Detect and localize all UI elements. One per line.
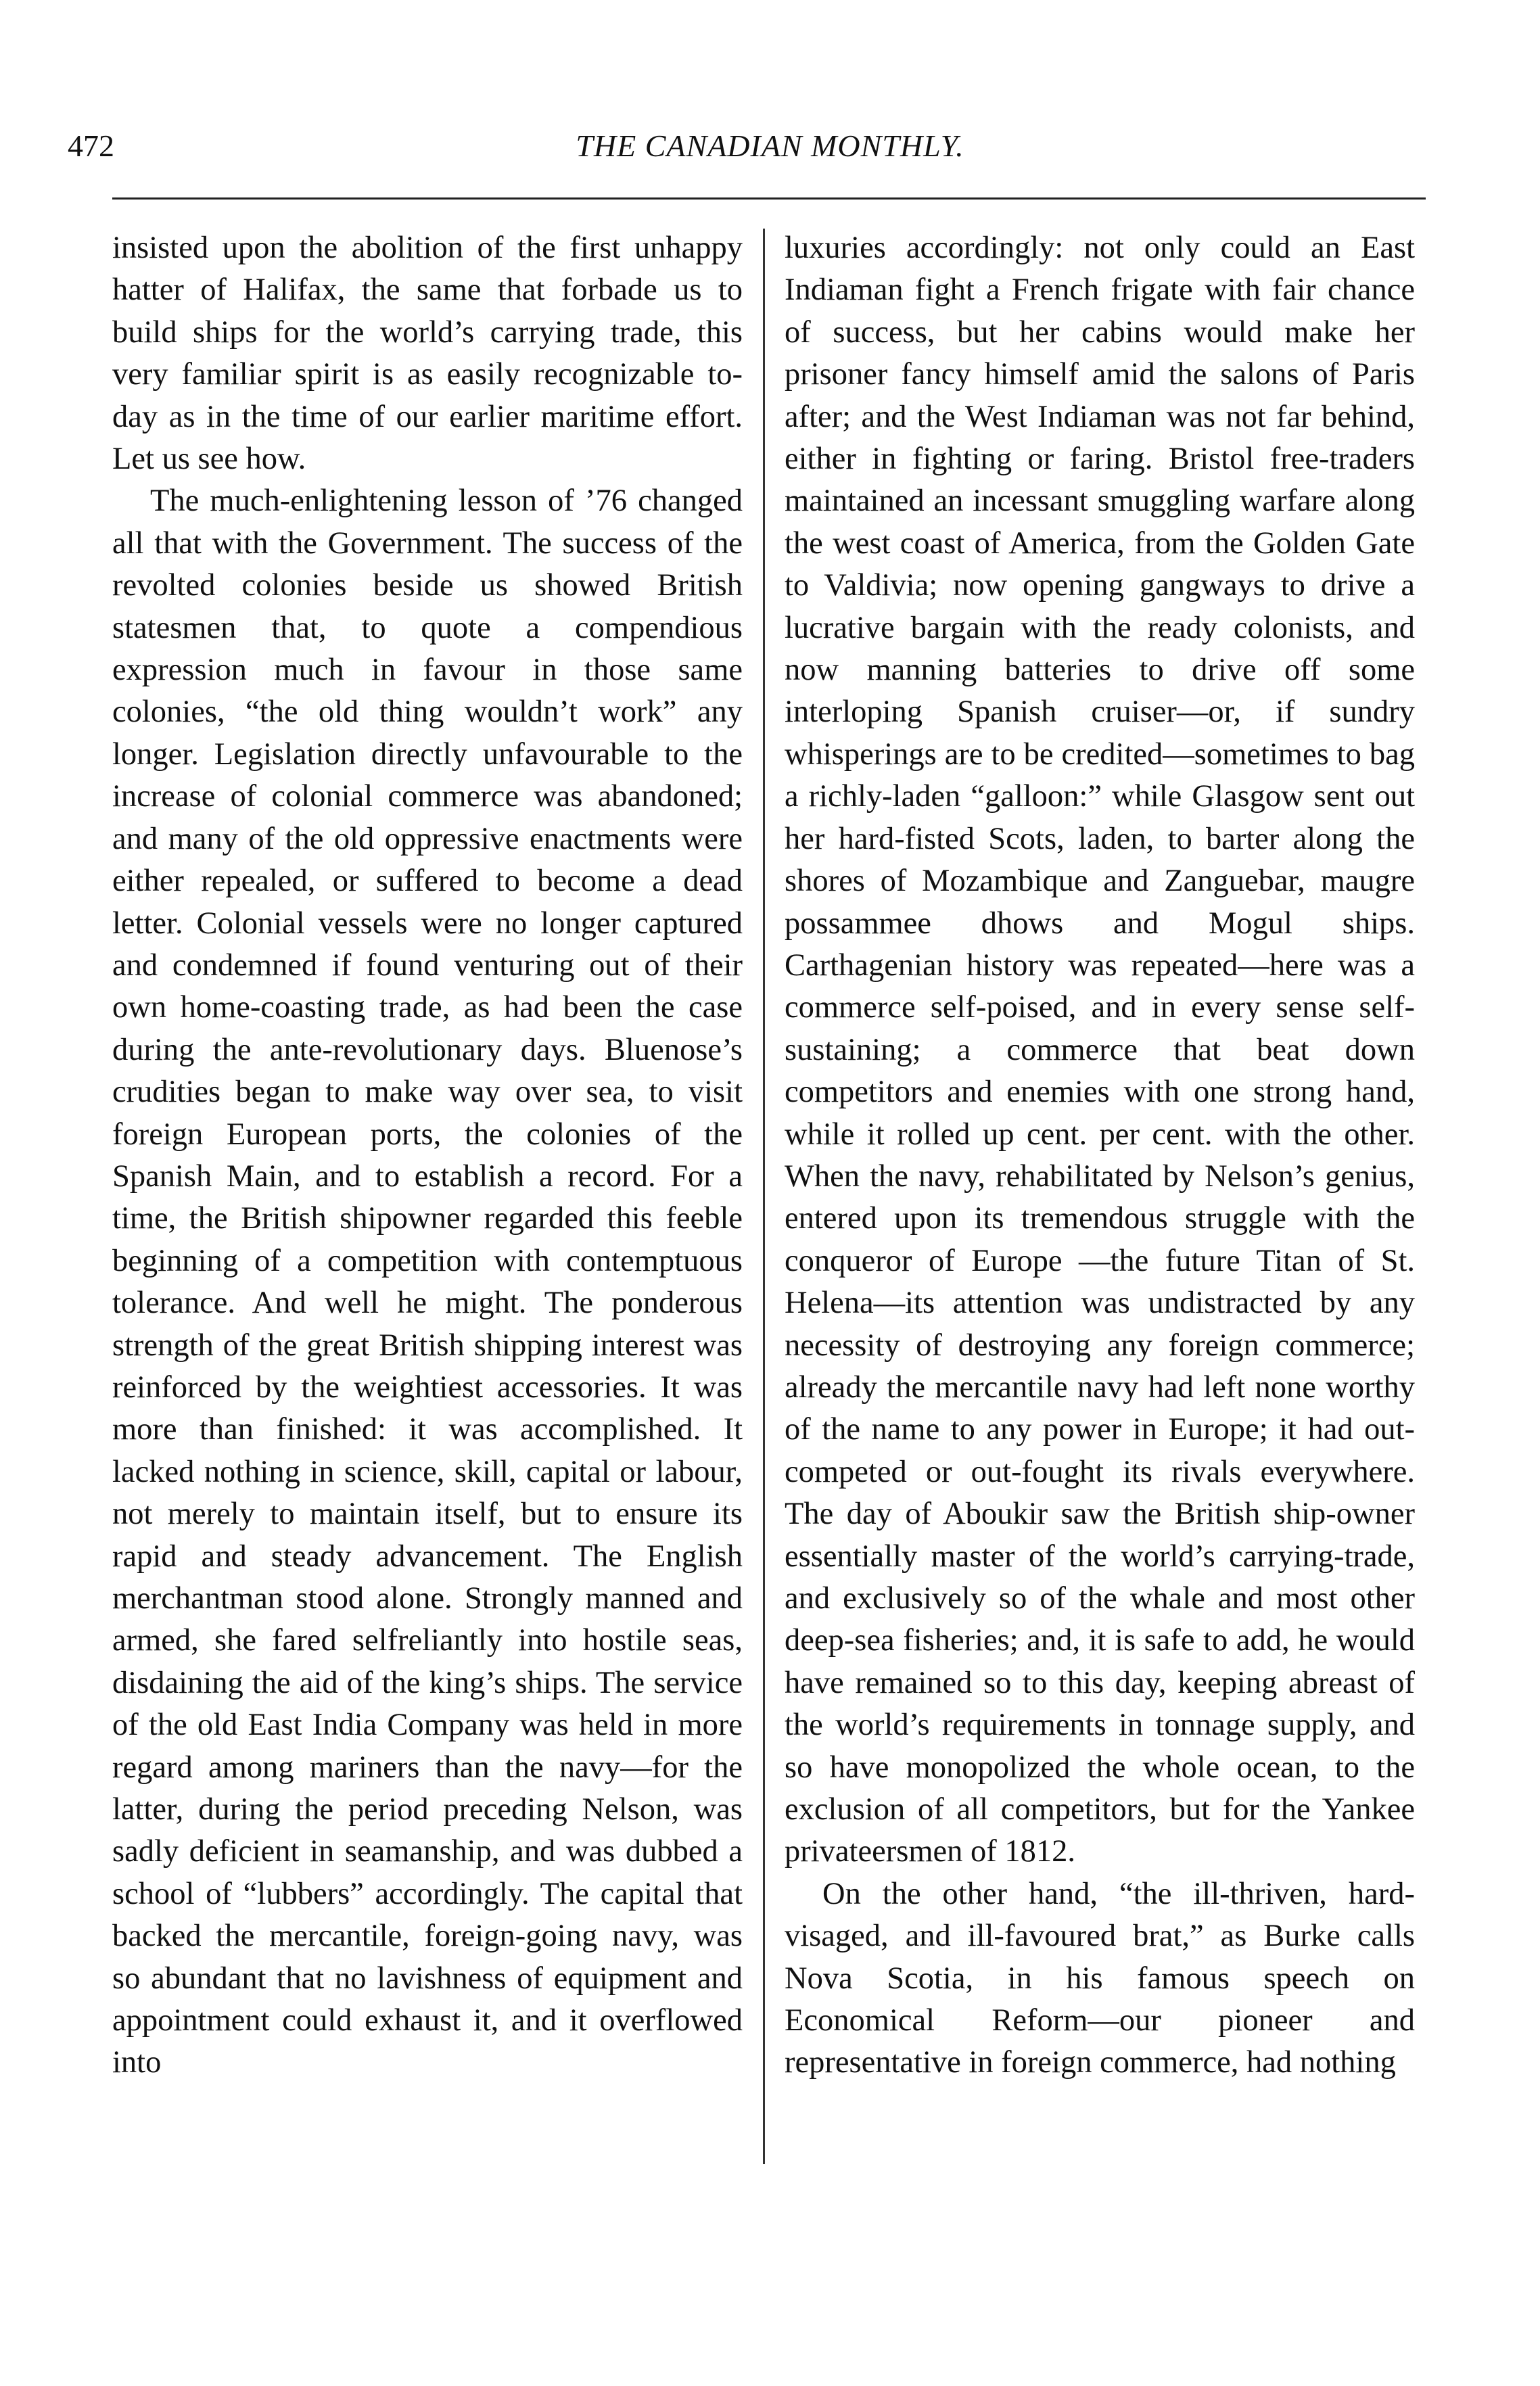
header-rule	[112, 197, 1426, 200]
paragraph: luxuries accordingly: not only could an East Indiaman fight a French frigate with fair chance of success, but her cabins would make her prisoner fancy himself amid the salons of Paris after; and the West Indiaman was not far behind, either in fighting or faring. Bristol free-traders maintained an incessant smuggling warfare along the west coast of America, from the Golden Gate to Valdivia; now opening gangways to drive a lucrative bargain with the ready colonists, and now manning batteries to drive off some interloping Spanish cruiser—or, if sundry whisperings are to be credited—sometimes to bag a richly-laden “galloon:” while Glasgow sent out her hard-fisted Scots, laden, to barter along the shores of Mozambique and Zanguebar, maugre possammee dhows and Mogul ships. Carthagenian history was repeated—here was a commerce self-poised, and in every sense self-sustaining; a commerce that beat down competitors and enemies with one strong hand, while it rolled up cent. per cent. with the other. When the navy, rehabilitated by Nelson’s genius, entered upon its tremendous struggle with the conqueror of Europe —the future Titan of St. Helena—its attention was undistracted by any necessity of destroying any foreign commerce; already the mercantile navy had left none worthy of the name to any power in Europe; it had out-competed or out-fought its rivals everywhere. The day of Aboukir saw the British ship-owner essentially master of the world’s carrying-trade, and exclusively so of the whale and most other deep-sea fisheries; and, it is safe to add, he would have remained so to this day, keeping abreast of the world’s requirements in tonnage supply, and so have monopolized the whole ocean, to the exclusion of all competitors, but for the Yankee privateersmen of 1812.	[785, 231, 1415, 1869]
column-divider	[763, 229, 765, 2164]
paragraph: insisted upon the abolition of the first unhappy hatter of Halifax, the same that forbade us to build ships for the world’s carrying trade, this very familiar spirit is as easily recognizable to-day as in the time of our earlier maritime effort. Let us see how.	[112, 231, 743, 477]
running-head: THE CANADIAN MONTHLY.	[576, 128, 964, 163]
paragraph: The much-enlightening lesson of ’76 changed all that with the Government. The success of the revolted colonies beside us showed British statesmen that, to quote a compendious expression much in favour in those same colonies, “the old thing wouldn’t work” any longer. Legislation directly unfavourable to the increase of colonial commerce was abandoned; and many of the old oppressive enactments were either repealed, or suffered to become a dead letter. Colonial vessels were no longer captured and condemned if found venturing out of their own home-coasting trade, as had been the case during the ante-revolutionary days. Bluenose’s crudities began to make way over sea, to visit foreign European ports, the colonies of the Spanish Main, and to establish a record. For a time, the British shipowner regarded this feeble beginning of a competition with contemptuous tolerance. And well he might. The ponderous strength of the great British shipping interest was reinforced by the weightiest accessories. It was more than finished: it was accomplished. It lacked nothing in science, skill, capital or labour, not merely to maintain itself, but to ensure its rapid and steady advancement. The English merchantman stood alone. Strongly manned and armed, she fared selfreliantly into hostile seas, disdaining the aid of the king’s ships. The service of the old East India Company was held in more regard among mariners than the navy—for the latter, during the period preceding Nelson, was sadly deficient in seamanship, and was dubbed a school of “lubbers” accordingly. The capital that backed the mercantile, foreign-going navy, was so abundant that no lavishness of equipment and appointment could exhaust it, and it overflowed into	[112, 484, 743, 2080]
paragraph: On the other hand, “the ill-thriven, hard-visaged, and ill-favoured brat,” as Burke calls Nova Scotia, in his famous speech on Economical Reform—our pioneer and representative in foreign commerce, had nothing	[785, 1876, 1415, 2080]
page-number: 472	[68, 128, 114, 163]
right-column	[785, 227, 1415, 2084]
left-column	[112, 227, 743, 2084]
